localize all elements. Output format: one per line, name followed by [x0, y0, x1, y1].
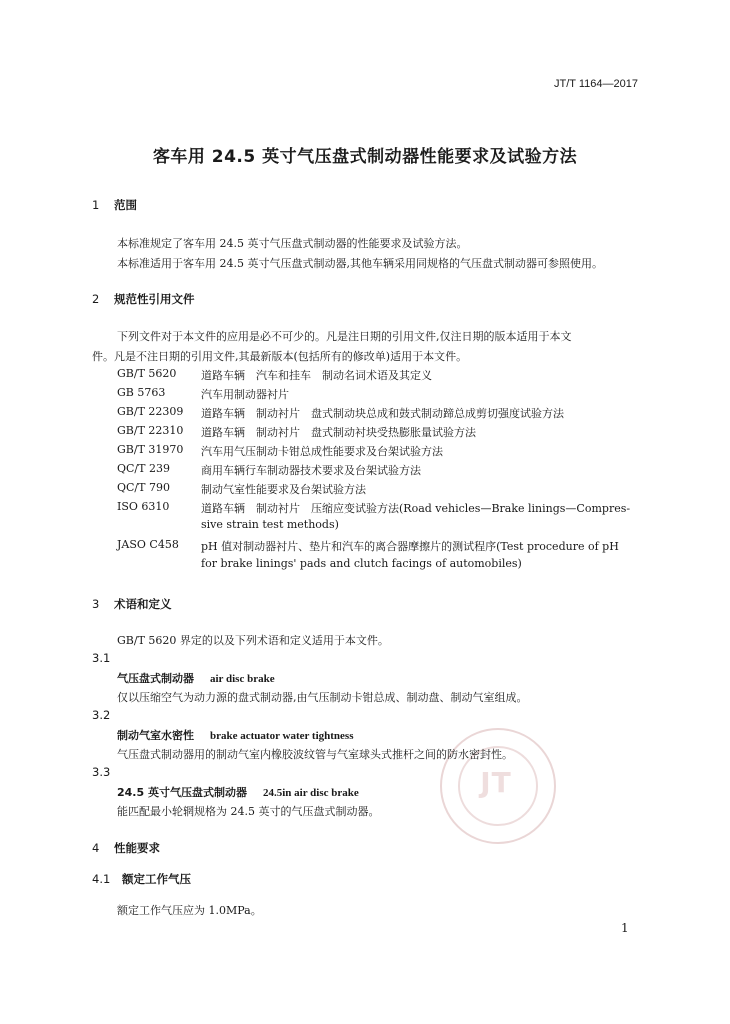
ref-code: QC/T 790: [117, 481, 170, 494]
page-number: 1: [621, 921, 629, 935]
ref-title: 道路车辆 制动衬片 压缩应变试验方法(Road vehicles—Brake linings—Compres-: [201, 502, 631, 515]
section-title: 性能要求: [114, 841, 160, 855]
ref-code: JASO C458: [117, 538, 179, 551]
term-number: 3.2: [92, 708, 111, 722]
term-heading: [117, 784, 359, 800]
section-title: 术语和定义: [114, 597, 172, 611]
ref-title: 道路车辆 制动衬片 盘式制动块总成和鼓式制动蹄总成剪切强度试验方法: [201, 407, 564, 420]
term-en: brake actuator water tightness: [210, 730, 354, 742]
term-heading: [117, 727, 354, 743]
ref-code: GB/T 22309: [117, 405, 184, 418]
term-definition: 仅以压缩空气为动力源的盘式制动器,由气压制动卡钳总成、制动盘、制动气室组成。: [117, 691, 528, 704]
term-cn: 24.5 英寸气压盘式制动器: [117, 786, 247, 799]
ref-code: GB/T 22310: [117, 424, 184, 437]
term-definition: 气压盘式制动器用的制动气室内橡胶波纹管与气室球头式推杆之间的防水密封性。: [117, 748, 513, 761]
term-cn: 气压盘式制动器: [117, 672, 194, 685]
paragraph: GB/T 5620 界定的以及下列术语和定义适用于本文件。: [117, 634, 389, 647]
paragraph: 下列文件对于本文件的应用是必不可少的。凡是注日期的引用文件,仅注日期的版本适用于本文: [117, 330, 572, 343]
ref-code: GB 5763: [117, 386, 166, 399]
section-number: 1: [92, 198, 100, 212]
ref-code: QC/T 239: [117, 462, 170, 475]
ref-code: GB/T 31970: [117, 443, 184, 456]
ref-title: 汽车用气压制动卡钳总成性能要求及台架试验方法: [201, 445, 443, 458]
watermark-text: JT: [480, 766, 512, 799]
ref-code: GB/T 5620: [117, 367, 177, 380]
ref-title-continued: for brake linings' pads and clutch facings of automobiles): [201, 557, 522, 570]
section-number: 2: [92, 292, 100, 306]
ref-title-continued: sive strain test methods): [201, 518, 339, 531]
ref-title: 道路车辆 汽车和挂车 制动名词术语及其定义: [201, 369, 432, 382]
paragraph: 额定工作气压应为 1.0MPa。: [117, 904, 262, 917]
term-heading: [117, 670, 275, 686]
ref-code: ISO 6310: [117, 500, 170, 513]
section-3-heading: [92, 596, 172, 612]
term-en: 24.5in air disc brake: [262, 787, 359, 799]
section-2-heading: [92, 291, 195, 307]
paragraph-continued: 件。凡是不注日期的引用文件,其最新版本(包括所有的修改单)适用于本文件。: [92, 350, 468, 363]
section-number: 3: [92, 597, 100, 611]
ref-title: pH 值对制动器衬片、垫片和汽车的离合器摩擦片的测试程序(Test procedure of pH: [201, 540, 619, 553]
subsection-number: 4.1: [92, 872, 111, 886]
ref-title: 商用车辆行车制动器技术要求及台架试验方法: [201, 464, 421, 477]
ref-title: 汽车用制动器衬片: [201, 388, 289, 401]
section-number: 4: [92, 841, 100, 855]
section-4-heading: [92, 840, 160, 856]
subsection-title: 额定工作气压: [122, 872, 191, 886]
paragraph: 本标准规定了客车用 24.5 英寸气压盘式制动器的性能要求及试验方法。: [117, 237, 468, 250]
section-1-heading: [92, 197, 137, 213]
section-title: 规范性引用文件: [114, 292, 195, 306]
page-title: 客车用 24.5 英寸气压盘式制动器性能要求及试验方法: [152, 147, 578, 167]
term-number: 3.1: [92, 651, 111, 665]
term-number: 3.3: [92, 765, 111, 779]
ref-title: 制动气室性能要求及台架试验方法: [201, 483, 366, 496]
term-definition: 能匹配最小轮辋规格为 24.5 英寸的气压盘式制动器。: [117, 805, 380, 818]
ref-title: 道路车辆 制动衬片 盘式制动衬块受热膨胀量试验方法: [201, 426, 476, 439]
standard-code-header: JT/T 1164—2017: [554, 78, 638, 90]
paragraph: 本标准适用于客车用 24.5 英寸气压盘式制动器,其他车辆采用同规格的气压盘式制动器可参照使用。: [117, 257, 603, 270]
term-en: air disc brake: [210, 673, 275, 685]
term-cn: 制动气室水密性: [117, 729, 194, 742]
subsection-4-1-heading: [92, 871, 191, 887]
section-title: 范围: [114, 198, 137, 212]
